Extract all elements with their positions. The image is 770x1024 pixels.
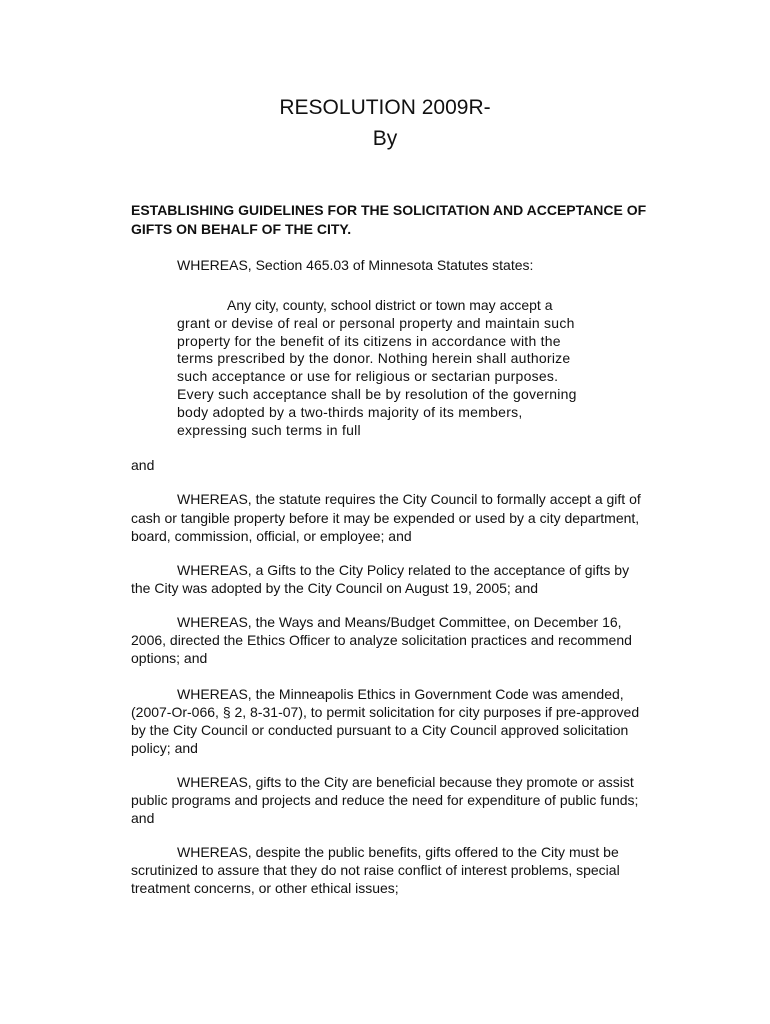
statute-quote-line: such acceptance or use for religious or sectarian purposes. [177, 368, 559, 384]
author-line: By [372, 127, 398, 150]
paragraph-line: treatment concerns, or other ethical issues; [131, 880, 399, 896]
and-line: and [131, 457, 155, 473]
statute-quote-line: expressing such terms in full [177, 422, 361, 438]
whereas-first-line: WHEREAS, gifts to the City are beneficial because they promote or assist [177, 774, 634, 790]
statute-quote-line: Every such acceptance shall be by resolution of the governing [177, 386, 577, 402]
whereas-first-line: WHEREAS, despite the public benefits, gifts offered to the City must be [177, 844, 619, 860]
resolution-title: RESOLUTION 2009R- [279, 96, 491, 119]
resolution-subject: ESTABLISHING GUIDELINES FOR THE SOLICITATION AND ACCEPTANCE OF GIFTS ON BEHALF OF THE CITY. [131, 202, 647, 237]
whereas-statute: WHEREAS, Section 465.03 of Minnesota Statutes states: [177, 257, 534, 273]
paragraph-line: cash or tangible property before it may be expended or used by a city department, [131, 510, 640, 526]
whereas-first-line: WHEREAS, the Ways and Means/Budget Committee, on December 16, [177, 614, 622, 630]
paragraph-line: 2006, directed the Ethics Officer to analyze solicitation practices and recommend [131, 632, 632, 648]
paragraph-line: public programs and projects and reduce the need for expenditure of public funds; [131, 792, 639, 808]
paragraph-line: the City was adopted by the City Council on August 19, 2005; and [131, 580, 539, 596]
paragraph-line: and [131, 810, 155, 826]
whereas-first-line: WHEREAS, a Gifts to the City Policy related to the acceptance of gifts by [177, 562, 630, 578]
whereas-first-line: WHEREAS, the statute requires the City Council to formally accept a gift of [177, 491, 641, 507]
statute-quote-line: Any city, county, school district or town may accept a [227, 297, 553, 313]
paragraph-line: (2007-Or-066, § 2, 8-31-07), to permit solicitation for city purposes if pre-approved [131, 704, 640, 720]
statute-quote-line: terms prescribed by the donor. Nothing herein shall authorize [177, 350, 571, 366]
whereas-first-line: WHEREAS, the Minneapolis Ethics in Government Code was amended, [177, 686, 624, 702]
statute-quote-line: body adopted by a two-thirds majority of its members, [177, 404, 523, 420]
paragraph-line: policy; and [131, 740, 198, 756]
statute-quote-line: property for the benefit of its citizens in accordance with the [177, 333, 561, 349]
statute-quote-line: grant or devise of real or personal property and maintain such [177, 315, 575, 331]
paragraph-line: board, commission, official, or employee; and [131, 528, 412, 544]
paragraph-line: scrutinized to assure that they do not raise conflict of interest problems, special [131, 862, 620, 878]
paragraph-line: by the City Council or conducted pursuant to a City Council approved solicitation [131, 722, 629, 738]
paragraph-line: options; and [131, 650, 208, 666]
